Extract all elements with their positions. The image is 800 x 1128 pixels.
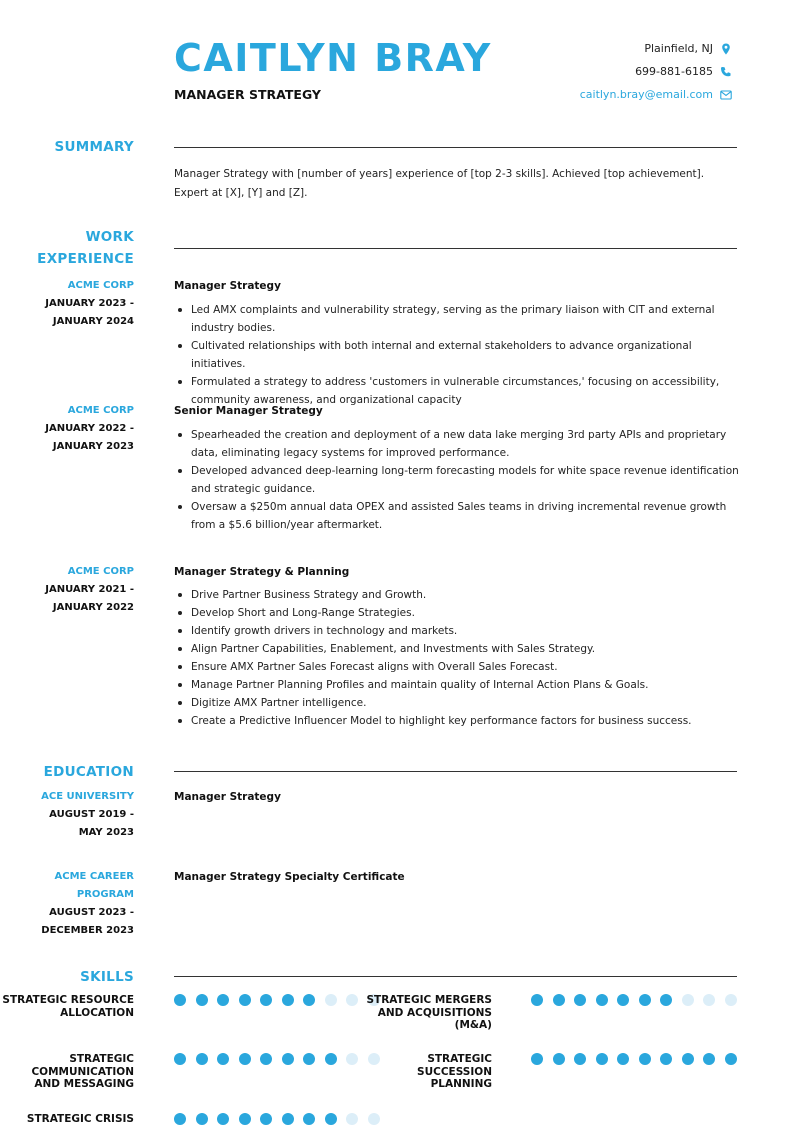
skill-dot-filled [574,1053,586,1065]
education-org: ACE UNIVERSITY [41,791,134,802]
job-title: Manager Strategy & Planning [174,566,350,578]
list-item: Developed advanced deep-learning long-term forecasting models for white space revenue identification and strategic guidance. [191,462,741,498]
skill-name-line: STRATEGIC [69,1053,134,1065]
list-item: Align Partner Capabilities, Enablement, and Investments with Sales Strategy. [191,640,741,658]
work-heading-line2: EXPERIENCE [37,251,134,267]
summary-heading: SUMMARY [54,139,134,155]
skill-dot-filled [682,1053,694,1065]
skill-rating [531,994,737,1006]
skill-rating [174,1053,380,1065]
skill-name-line: ALLOCATION [60,1006,134,1019]
skill-dot-filled [617,1053,629,1065]
education-date-end: DECEMBER 2023 [41,925,134,936]
skill-dot-filled [196,994,208,1006]
education-date-start: AUGUST 2019 - [49,809,134,820]
skill-name-line: STRATEGIC MERGERS [366,994,492,1006]
skill-name-line: COMMUNICATION [31,1065,134,1078]
skill-name-line: SUCCESSION [417,1065,492,1078]
work-heading-line1: WORK [85,229,134,245]
job-date-end: JANUARY 2023 [52,441,134,452]
skill-dot-filled [196,1113,208,1125]
skill-dot-filled [553,1053,565,1065]
skill-dot-filled [531,1053,543,1065]
skill-name-line: STRATEGIC RESOURCE [2,994,134,1006]
list-item: Ensure AMX Partner Sales Forecast aligns with Overall Sales Forecast. [191,658,741,676]
skill-dot-filled [303,1113,315,1125]
education-date-end: MAY 2023 [78,827,134,838]
skill-name-line: (M&A) [454,1019,492,1031]
list-item: Identify growth drivers in technology and markets. [191,622,741,640]
skill-name [0,994,134,1019]
list-item: Oversaw a $250m annual data OPEX and assisted Sales teams in driving incremental revenue growth from a $5.6 billion/year aftermarket. [191,498,741,534]
skill-dot-filled [639,1053,651,1065]
skill-dot-filled [260,994,272,1006]
list-item: Manage Partner Planning Profiles and maintain quality of Internal Action Plans & Goals. [191,676,741,694]
list-item: Drive Partner Business Strategy and Growth. [191,586,741,604]
education-org-line2: PROGRAM [76,889,134,900]
skill-dot-filled [239,1113,251,1125]
skill-dot-filled [596,1053,608,1065]
skill-dot-filled [660,1053,672,1065]
skill-name [352,1053,492,1091]
job-title: Senior Manager Strategy [174,405,323,417]
skill-dot-filled [325,1053,337,1065]
skill-dot-filled [303,1053,315,1065]
list-item: Develop Short and Long-Range Strategies. [191,604,741,622]
skill-dot-filled [617,994,629,1006]
skill-dot-filled [553,994,565,1006]
skill-dot-filled [282,994,294,1006]
skill-dot-filled [531,994,543,1006]
skill-dot-filled [282,1113,294,1125]
summary-text: Manager Strategy with [number of years] experience of [top 2-3 skills]. Achieved [top achievement]. Expert at [X], [Y] and [Z]. [174,168,705,199]
skill-dot-filled [325,1113,337,1125]
job-org: ACME CORP [67,280,134,291]
location-text: Plainfield, NJ [644,42,713,55]
education-meta [14,788,134,842]
skills-heading: SKILLS [80,969,134,985]
list-item: Create a Predictive Influencer Model to highlight key performance factors for business success. [191,712,741,730]
job-bullets [191,426,741,534]
skill-dot-empty [682,994,694,1006]
skill-dot-filled [660,994,672,1006]
section-divider [174,976,737,977]
job-title: Manager Strategy [174,280,281,292]
skill-dot-filled [725,1053,737,1065]
contact-location [644,42,732,55]
skill-name-line: AND ACQUISITIONS [377,1006,492,1019]
phone-text: 699-881-6185 [635,65,713,78]
skill-dot-filled [174,1113,186,1125]
candidate-title: MANAGER STRATEGY [174,87,321,102]
skill-rating [531,1053,737,1065]
skill-dot-filled [239,994,251,1006]
list-item: Spearheaded the creation and deployment of a new data lake merging 3rd party APIs and proprietary data, eliminating legacy systems for improved performance. [191,426,741,462]
job-meta [14,563,134,617]
skill-name-line: STRATEGIC CRISIS [26,1113,134,1125]
skill-dot-filled [260,1113,272,1125]
contact-email[interactable] [580,88,732,101]
skill-dot-empty [703,994,715,1006]
education-title: Manager Strategy Specialty Certificate [174,871,405,883]
candidate-name: CAITLYN BRAY [174,36,492,80]
skill-dot-filled [196,1053,208,1065]
skill-dot-filled [303,994,315,1006]
education-meta [14,868,134,940]
contact-phone [635,65,732,78]
skill-dot-filled [217,1053,229,1065]
skill-dot-empty [325,994,337,1006]
education-org-line1: ACME CAREER [54,871,134,882]
skill-name [352,994,492,1032]
skill-dot-filled [703,1053,715,1065]
skill-name-line: STRATEGIC [427,1053,492,1065]
skill-name-line: AND MESSAGING [34,1078,134,1090]
skill-dot-filled [574,994,586,1006]
skill-dot-filled [239,1053,251,1065]
job-date-start: JANUARY 2021 - [45,584,134,595]
job-date-start: JANUARY 2022 - [45,423,134,434]
section-divider [174,147,737,148]
skill-dot-filled [174,994,186,1006]
skill-dot-filled [217,1113,229,1125]
job-org: ACME CORP [67,405,134,416]
list-item: Cultivated relationships with both internal and external stakeholders to advance organizational initiatives. [191,337,741,373]
skill-dot-filled [639,994,651,1006]
skill-rating [174,994,380,1006]
job-bullets [191,301,741,409]
section-divider [174,248,737,249]
skill-name-line: PLANNING [430,1078,492,1090]
list-item: Led AMX complaints and vulnerability strategy, serving as the primary liaison with CIT and external industry bodies. [191,301,741,337]
job-date-start: JANUARY 2023 - [45,298,134,309]
work-heading [37,226,134,270]
skill-dot-filled [596,994,608,1006]
education-date-start: AUGUST 2023 - [49,907,134,918]
education-title: Manager Strategy [174,791,281,803]
skill-dot-empty [368,1113,380,1125]
job-meta [14,277,134,331]
education-heading: EDUCATION [43,764,134,780]
job-date-end: JANUARY 2024 [52,316,134,327]
skill-name [0,1053,134,1091]
skill-dot-filled [217,994,229,1006]
job-org: ACME CORP [67,566,134,577]
skill-name [0,1113,134,1126]
skill-dot-filled [260,1053,272,1065]
envelope-icon [720,89,732,101]
skill-dot-filled [174,1053,186,1065]
phone-icon [720,66,732,78]
skill-dot-empty [346,1113,358,1125]
email-link[interactable]: caitlyn.bray@email.com [579,88,713,101]
list-item: Formulated a strategy to address 'customers in vulnerable circumstances,' focusing on accessibility, community awareness, and organizational capacity [191,373,741,409]
skill-dot-filled [282,1053,294,1065]
job-date-end: JANUARY 2022 [52,602,134,613]
location-pin-icon [720,43,732,55]
skill-dot-empty [725,994,737,1006]
list-item: Digitize AMX Partner intelligence. [191,694,741,712]
job-meta [14,402,134,456]
skill-rating [174,1113,380,1125]
job-bullets [191,586,741,730]
section-divider [174,771,737,772]
